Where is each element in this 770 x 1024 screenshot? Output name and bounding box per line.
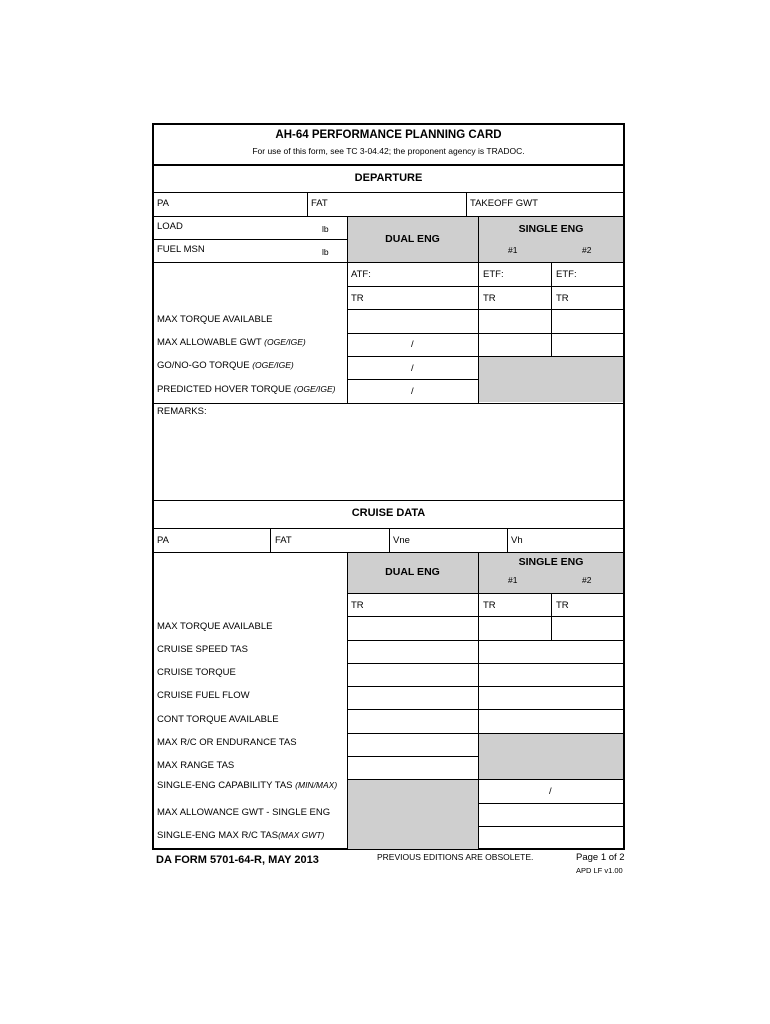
dual-eng-label: DUAL ENG bbox=[385, 233, 440, 245]
dep-max-torque-eng1[interactable] bbox=[480, 311, 550, 332]
max-allowable-gwt-text: MAX ALLOWABLE GWT bbox=[157, 337, 262, 348]
form-id: DA FORM 5701-64-R, MAY 2013 bbox=[156, 854, 319, 866]
cont-torque-label: CONT TORQUE AVAILABLE bbox=[157, 714, 279, 725]
vh-field[interactable] bbox=[527, 530, 622, 550]
cruise-tr-dual: TR bbox=[351, 600, 364, 611]
single-eng-max-rc-label bbox=[157, 831, 324, 841]
atf-label: ATF: bbox=[351, 269, 371, 280]
cont-torque-single[interactable] bbox=[480, 711, 623, 732]
tr-dual-label: TR bbox=[351, 293, 364, 304]
cruise-max-torque-label: MAX TORQUE AVAILABLE bbox=[157, 621, 273, 632]
single-eng-capability-text: SINGLE-ENG CAPABILITY TAS bbox=[157, 780, 293, 791]
divider bbox=[478, 217, 479, 357]
oge-ige-note: (OGE/IGE) bbox=[252, 360, 294, 370]
max-allowable-gwt-label bbox=[157, 338, 306, 348]
divider bbox=[551, 263, 552, 357]
vne-label: Vne bbox=[393, 535, 410, 546]
departure-fat-field[interactable] bbox=[333, 194, 463, 214]
predicted-hover-slash: / bbox=[411, 386, 414, 397]
divider bbox=[347, 709, 624, 710]
divider bbox=[478, 780, 479, 849]
cruise-torque-dual[interactable] bbox=[349, 664, 477, 685]
dep-max-torque-eng2[interactable] bbox=[553, 311, 623, 332]
cruise-eng2-label: #2 bbox=[582, 575, 592, 585]
divider bbox=[153, 403, 624, 404]
single-eng-capability-field[interactable] bbox=[480, 781, 623, 802]
dep-max-torque-dual[interactable] bbox=[349, 311, 477, 332]
divider bbox=[478, 357, 479, 403]
cruise-dual-shaded-cell bbox=[348, 780, 478, 849]
divider bbox=[347, 286, 624, 287]
max-allowance-gwt-single-label: MAX ALLOWANCE GWT - SINGLE ENG bbox=[157, 807, 331, 818]
single-eng-capability-label bbox=[157, 781, 337, 791]
cruise-fuel-flow-single[interactable] bbox=[480, 687, 623, 708]
cruise-eng1-label: #1 bbox=[508, 575, 518, 585]
cruise-speed-tas-single[interactable] bbox=[480, 641, 623, 662]
max-rc-endurance-dual[interactable] bbox=[349, 734, 477, 755]
divider bbox=[153, 164, 624, 166]
max-allowable-gwt-slash: / bbox=[411, 339, 414, 350]
remarks-label: REMARKS: bbox=[157, 406, 207, 417]
divider bbox=[389, 529, 390, 552]
cruise-single-eng-label: SINGLE ENG bbox=[518, 556, 584, 568]
takeoff-gwt-field[interactable] bbox=[545, 194, 623, 214]
max-allowance-gwt-single-field[interactable] bbox=[480, 804, 623, 825]
divider bbox=[507, 529, 508, 552]
tr-eng1-label: TR bbox=[483, 293, 496, 304]
divider bbox=[466, 193, 467, 216]
load-field[interactable] bbox=[185, 218, 315, 238]
predicted-hover-torque-text: PREDICTED HOVER TORQUE bbox=[157, 384, 292, 395]
predicted-hover-torque-label bbox=[157, 385, 335, 395]
fuel-msn-field[interactable] bbox=[210, 241, 315, 261]
cruise-dual-eng-label: DUAL ENG bbox=[385, 566, 440, 578]
cruise-pa-field[interactable] bbox=[175, 530, 268, 550]
gonogo-torque-text: GO/NO-GO TORQUE bbox=[157, 360, 250, 371]
tr-eng2-label: TR bbox=[556, 293, 569, 304]
max-allowable-gwt-field[interactable] bbox=[349, 334, 477, 355]
divider bbox=[153, 192, 624, 193]
gonogo-slash: / bbox=[411, 363, 414, 374]
cruise-tr-eng1: TR bbox=[483, 600, 496, 611]
max-range-tas-label: MAX RANGE TAS bbox=[157, 760, 235, 771]
load-label: LOAD bbox=[157, 221, 183, 232]
departure-title: DEPARTURE bbox=[354, 172, 423, 184]
vh-label: Vh bbox=[511, 535, 523, 546]
cruise-tr-eng2: TR bbox=[556, 600, 569, 611]
divider bbox=[347, 379, 479, 380]
etf1-label: ETF: bbox=[483, 269, 504, 280]
gonogo-torque-field[interactable] bbox=[349, 357, 477, 378]
max-allowable-gwt-eng1[interactable] bbox=[480, 334, 550, 355]
form-subtitle: For use of this form, see TC 3-04.42; the proponent agency is TRADOC. bbox=[252, 146, 525, 156]
page-number: Page 1 of 2 bbox=[576, 852, 625, 863]
fuel-msn-label: FUEL MSN bbox=[157, 244, 205, 255]
cruise-pa-label: PA bbox=[157, 535, 169, 546]
cruise-fat-label: FAT bbox=[275, 535, 292, 546]
divider bbox=[347, 593, 624, 594]
divider bbox=[153, 262, 624, 263]
cruise-fuel-flow-label: CRUISE FUEL FLOW bbox=[157, 690, 250, 701]
max-gwt-note: (MAX GWT) bbox=[278, 830, 325, 840]
departure-pa-field[interactable] bbox=[175, 194, 305, 214]
form-version: APD LF v1.00 bbox=[576, 866, 623, 875]
max-allowable-gwt-eng2[interactable] bbox=[553, 334, 623, 355]
cruise-single-shaded-cell bbox=[479, 734, 623, 779]
max-range-tas-dual[interactable] bbox=[349, 757, 477, 778]
departure-fat-label: FAT bbox=[311, 198, 328, 209]
obsolete-notice: PREVIOUS EDITIONS ARE OBSOLETE. bbox=[377, 852, 534, 862]
oge-ige-note: (OGE/IGE) bbox=[264, 337, 306, 347]
single-eng-capability-slash: / bbox=[549, 786, 552, 797]
divider bbox=[347, 217, 348, 403]
cruise-torque-single[interactable] bbox=[480, 664, 623, 685]
gonogo-torque-label bbox=[157, 361, 294, 371]
eng1-label: #1 bbox=[508, 245, 518, 255]
cruise-max-torque-eng2[interactable] bbox=[553, 618, 623, 639]
load-unit: lb bbox=[322, 224, 329, 234]
etf2-label: ETF: bbox=[556, 269, 577, 280]
max-rc-endurance-label: MAX R/C OR ENDURANCE TAS bbox=[157, 737, 297, 748]
divider bbox=[307, 193, 308, 216]
single-eng-label: SINGLE ENG bbox=[518, 223, 584, 235]
cont-torque-dual[interactable] bbox=[349, 711, 477, 732]
cruise-fuel-flow-dual[interactable] bbox=[349, 687, 477, 708]
fuel-msn-unit: lb bbox=[322, 247, 329, 257]
departure-pa-label: PA bbox=[157, 198, 169, 209]
predicted-hover-torque-field[interactable] bbox=[349, 381, 477, 402]
cruise-max-torque-eng1[interactable] bbox=[480, 618, 550, 639]
divider bbox=[153, 500, 624, 501]
single-eng-max-rc-text: SINGLE-ENG MAX R/C TAS bbox=[157, 830, 279, 841]
divider bbox=[347, 309, 624, 310]
dep-max-torque-label: MAX TORQUE AVAILABLE bbox=[157, 314, 273, 325]
min-max-note: (MIN/MAX) bbox=[295, 780, 338, 790]
cruise-torque-label: CRUISE TORQUE bbox=[157, 667, 236, 678]
cruise-speed-tas-dual[interactable] bbox=[349, 641, 477, 662]
takeoff-gwt-label: TAKEOFF GWT bbox=[470, 198, 538, 209]
cruise-fat-field[interactable] bbox=[297, 530, 387, 550]
divider bbox=[270, 529, 271, 552]
cruise-title: CRUISE DATA bbox=[351, 507, 426, 519]
vne-field[interactable] bbox=[415, 530, 505, 550]
eng2-label: #2 bbox=[582, 245, 592, 255]
oge-ige-note: (OGE/IGE) bbox=[293, 384, 336, 394]
remarks-field[interactable] bbox=[155, 420, 622, 498]
single-eng-max-rc-field[interactable] bbox=[480, 827, 623, 848]
divider bbox=[551, 594, 552, 640]
cruise-speed-tas-label: CRUISE SPEED TAS bbox=[157, 644, 248, 655]
gonogo-shaded-cell bbox=[479, 357, 623, 402]
divider bbox=[153, 239, 347, 240]
form-title: AH-64 PERFORMANCE PLANNING CARD bbox=[275, 129, 502, 141]
cruise-max-torque-dual[interactable] bbox=[349, 618, 477, 639]
divider bbox=[347, 616, 624, 617]
